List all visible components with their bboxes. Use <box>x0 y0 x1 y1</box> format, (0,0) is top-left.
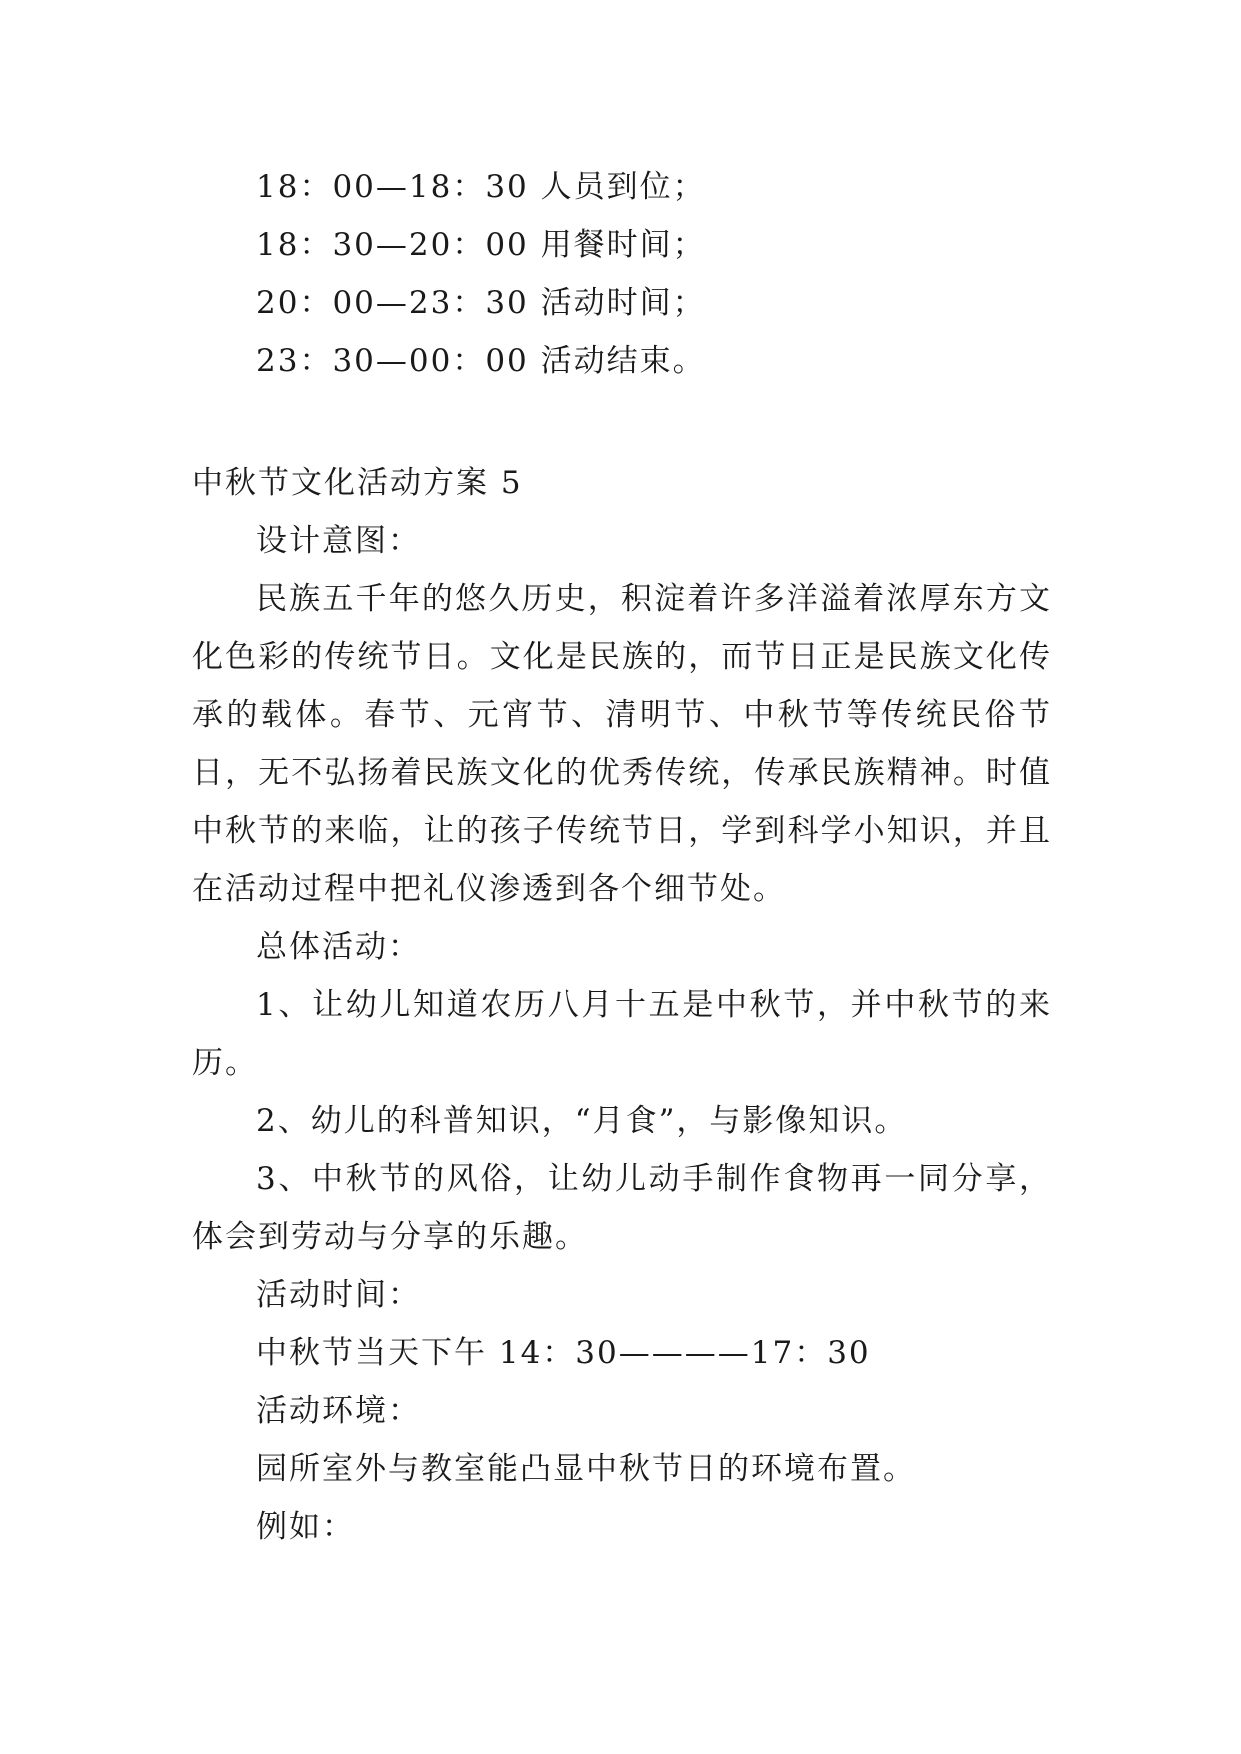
schedule-item: 18：30—20：00 用餐时间； <box>256 227 706 263</box>
activity-time-label: 活动时间： <box>256 1277 421 1313</box>
schedule-item: 23：30—00：00 活动结束。 <box>256 343 706 379</box>
goal-item-1: 1、让幼儿知道农历八月十五是中秋节，并中秋节的来历。 <box>192 987 1052 1081</box>
schedule-item: 20：00—23：30 活动时间； <box>256 285 706 321</box>
overall-activity-label: 总体活动： <box>256 929 421 965</box>
example-label: 例如： <box>256 1509 355 1545</box>
design-intent-label: 设计意图： <box>256 523 421 559</box>
spacer <box>192 390 1052 448</box>
goal-item-2: 2、幼儿的科普知识，“月食”，与影像知识。 <box>256 1103 908 1139</box>
activity-time-value: 中秋节当天下午 14：30————17：30 <box>256 1335 871 1371</box>
goal-item-3: 3、中秋节的风俗，让幼儿动手制作食物再一同分享，体会到劳动与分享的乐趣。 <box>192 1161 1052 1255</box>
activity-environment-value: 园所室外与教室能凸显中秋节日的环境布置。 <box>256 1451 916 1487</box>
section-title: 中秋节文化活动方案 5 <box>192 465 523 501</box>
activity-environment-label: 活动环境： <box>256 1393 421 1429</box>
schedule-item: 18：00—18：30 人员到位； <box>256 169 706 205</box>
document-page <box>192 158 1052 1556</box>
design-intent-paragraph: 民族五千年的悠久历史，积淀着许多洋溢着浓厚东方文化色彩的传统节日。文化是民族的，而节日正是民族文化传承的载体。春节、元宵节、清明节、中秋节等传统民俗节日，无不弘扬着民族文化的优秀传统，传承民族精神。时值中秋节的来临，让的孩子传统节日，学到科学小知识，并且在活动过程中把礼仪渗透到各个细节处。 <box>192 581 1052 907</box>
